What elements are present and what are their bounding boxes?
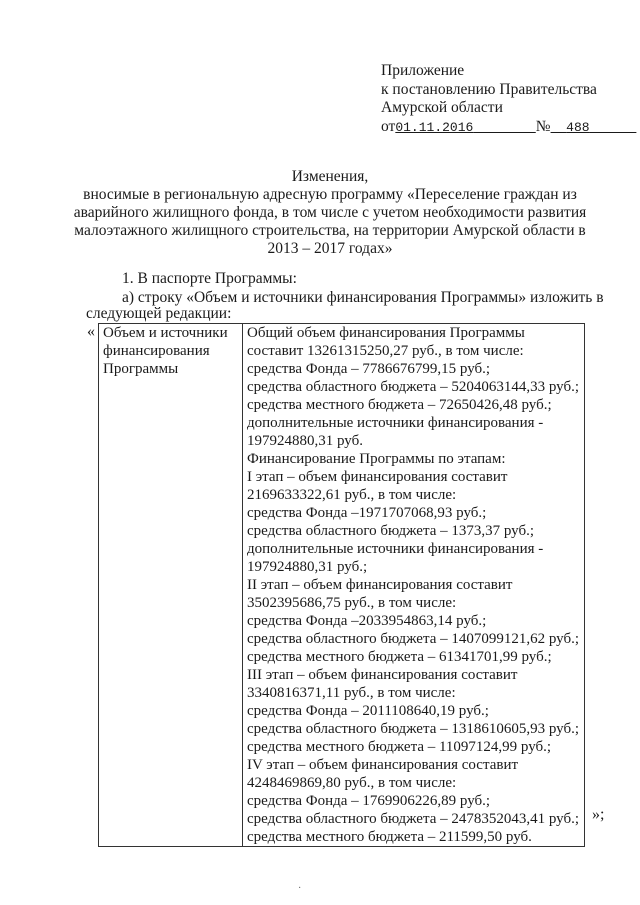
label-line: Программы (103, 361, 179, 377)
content-line: средства Фонда – 2011108640,19 руб.; (247, 703, 489, 719)
point-1: 1. В паспорте Программы: (122, 270, 297, 287)
content-line: средства Фонда –1971707068,93 руб.; (247, 505, 487, 521)
content-line: III этап – объем финансирования составит (247, 667, 518, 683)
number-prefix: № (535, 117, 551, 135)
content-line: II этап – объем финансирования составит (247, 577, 513, 593)
content-line: средства местного бюджета – 72650426,48 руб.; (247, 397, 552, 413)
subpoint-a-line-2: следующей редакции: (86, 305, 232, 322)
appendix-line-resolution: к постановлению Правительства (381, 80, 597, 98)
content-line: средства Фонда –2033954863,14 руб.; (247, 613, 487, 629)
appendix-date-line (381, 118, 636, 138)
content-line: средства областного бюджета – 1373,37 руб.; (247, 523, 535, 539)
content-line: I этап – объем финансирования составит (247, 469, 508, 485)
content-line: составит 13261315250,27 руб., в том числе: (247, 343, 524, 359)
title-line-2: аварийного жилищного фонда, в том числе с учетом необходимости развития (73, 204, 587, 221)
content-line: средства местного бюджета – 211599,50 руб. (247, 829, 532, 845)
content-line: средства Фонда – 7786676799,15 руб.; (247, 361, 491, 377)
document-date: 01.11.2016 (395, 119, 474, 135)
content-line: 197924880,31 руб. (247, 433, 363, 449)
content-line: 197924880,31 руб.; (247, 559, 368, 575)
financing-table (98, 323, 585, 847)
appendix-block (381, 62, 636, 137)
scan-speck: · (298, 883, 302, 894)
content-line: 2169633322,61 руб., в том числе: (247, 487, 457, 503)
content-line: 4248469869,80 руб., в том числе: (247, 775, 457, 791)
content-line: средства местного бюджета – 11097124,99 руб.; (247, 739, 552, 755)
table-label-cell (99, 324, 243, 847)
label-line: Объем и источники (103, 325, 228, 341)
content-line: Общий объем финансирования Программы (247, 325, 525, 341)
content-line: средства областного бюджета – 1407099121,62 руб.; (247, 631, 580, 647)
document-title (70, 168, 590, 258)
content-line: средства областного бюджета – 5204063144,33 руб.; (247, 379, 580, 395)
document-number: 488 (566, 119, 590, 135)
appendix-line-region: Амурской области (381, 99, 503, 116)
open-quote: « (87, 323, 95, 340)
title-line-3: малоэтажного жилищного строительства, на территории Амурской области в (74, 222, 586, 239)
content-line: 3340816371,11 руб., в том числе: (247, 685, 456, 701)
content-line: средства местного бюджета – 61341701,99 руб.; (247, 649, 552, 665)
title-heading: Изменения, (291, 168, 369, 185)
content-line: средства областного бюджета – 1318610605,93 руб.; (247, 721, 580, 737)
content-line: дополнительные источники финансирования - (247, 415, 544, 431)
table-row (99, 324, 585, 847)
content-line: дополнительные источники финансирования - (247, 541, 544, 557)
title-line-4: 2013 – 2017 годах» (267, 240, 393, 257)
content-line: средства Фонда – 1769906226,89 руб.; (247, 793, 491, 809)
content-line: средства областного бюджета – 2478352043,41 руб.; (247, 811, 580, 827)
content-line: IV этап – объем финансирования составит (247, 757, 519, 773)
label-line: финансирования (103, 343, 210, 359)
date-prefix: от (381, 117, 396, 135)
content-line: Финансирование Программы по этапам: (247, 451, 506, 467)
subpoint-a-line-1: а) строку «Объем и источники финансирования Программы» изложить в (122, 289, 604, 306)
content-line: 3502395686,75 руб., в том числе: (247, 595, 457, 611)
table-content-cell (243, 324, 585, 847)
title-line-1: вносимые в региональную адресную программу «Переселение граждан из (83, 186, 577, 203)
close-quote: »; (592, 806, 605, 823)
appendix-title: Приложение (381, 62, 465, 79)
